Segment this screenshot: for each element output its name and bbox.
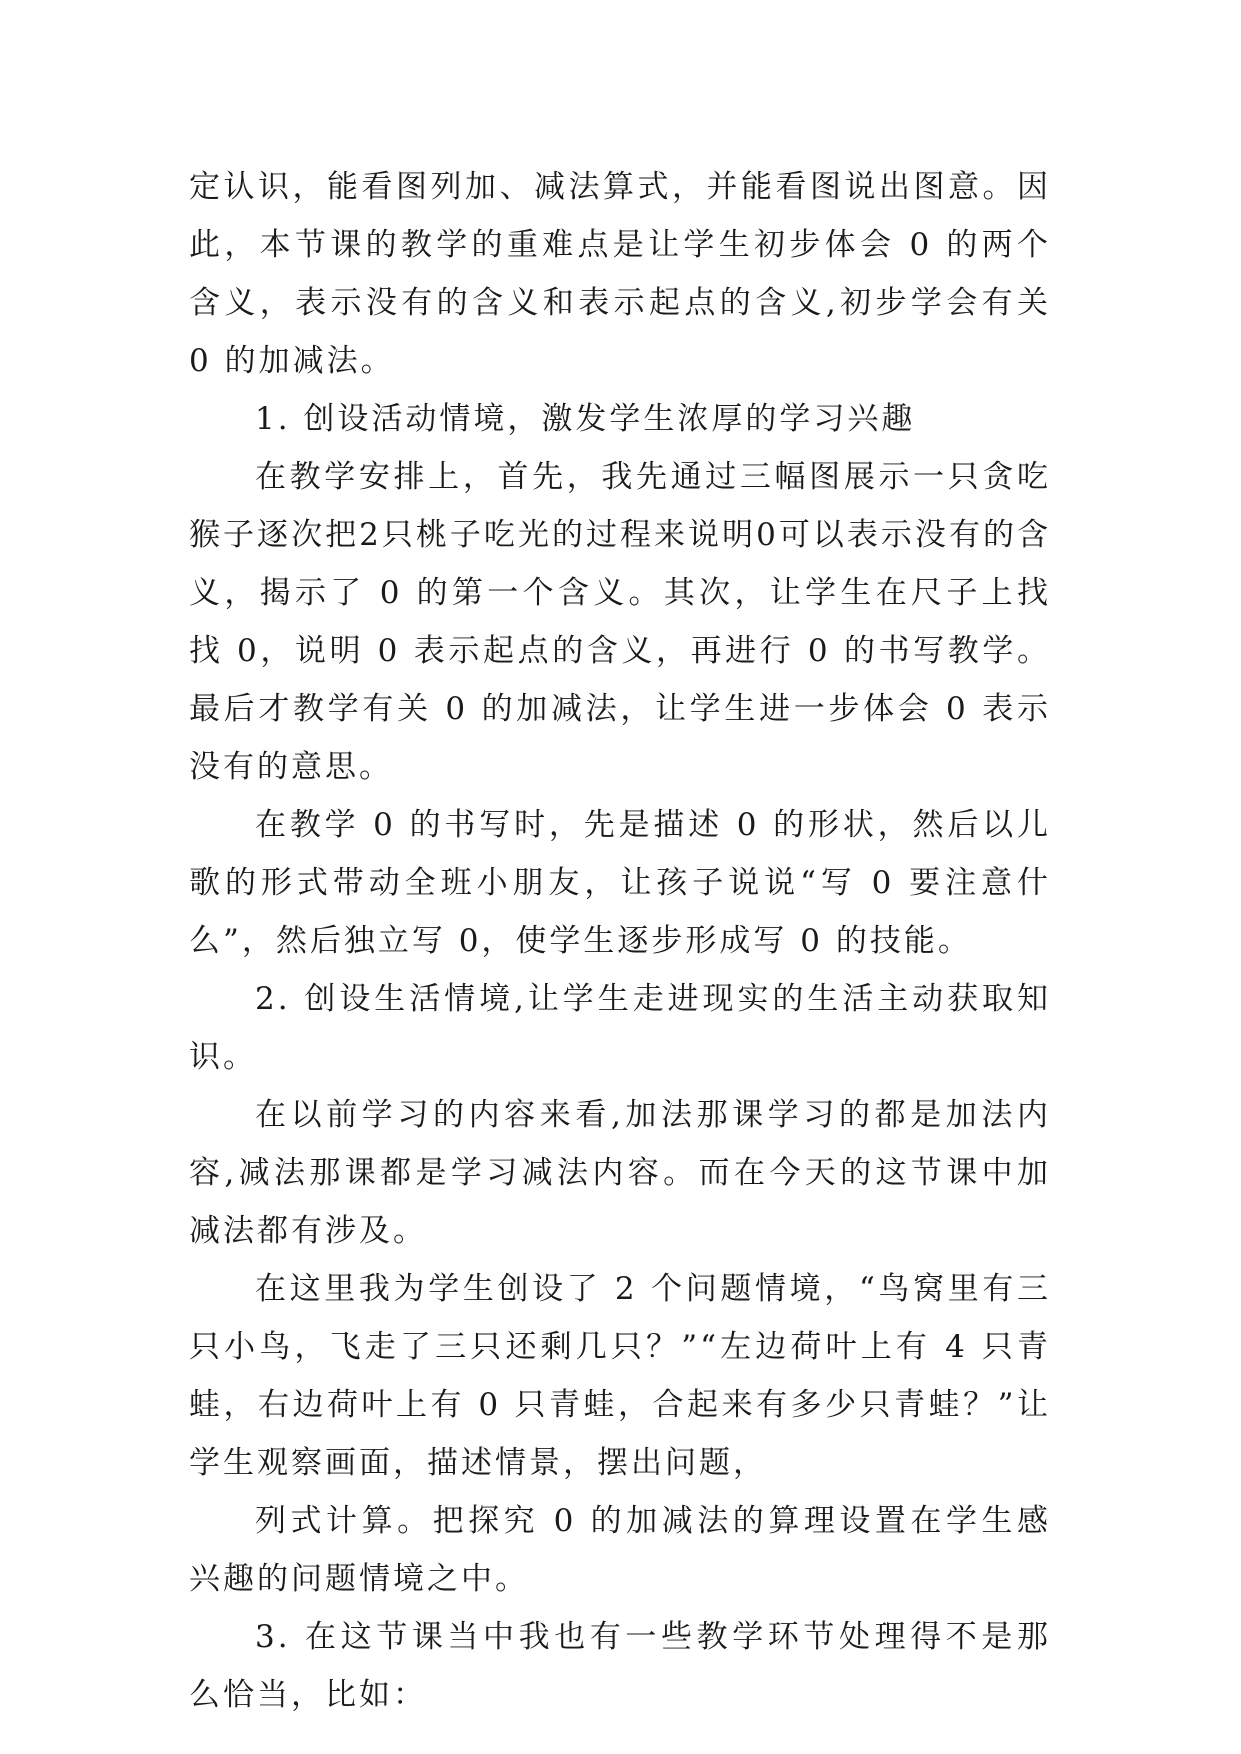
document-body <box>189 158 1051 1724</box>
section-heading-1: 1. 创设活动情境，激发学生浓厚的学习兴趣 <box>255 401 916 437</box>
paragraph-continuation: 定认识，能看图列加、减法算式，并能看图说出图意。因此，本节课的教学的重难点是让学生初步体会 0 的两个含义，表示没有的含义和表示起点的含义,初步学会有关 0 的加减法。 <box>189 169 1051 379</box>
section-heading-2: 2. 创设生活情境,让学生走进现实的生活主动获取知识。 <box>189 981 1051 1075</box>
paragraph: 在教学安排上，首先，我先通过三幅图展示一只贪吃猴子逐次把2只桃子吃光的过程来说明0可以表示没有的含义，揭示了 0 的第一个含义。其次，让学生在尺子上找找 0，说明 0 表示起点的含义，再进行 0 的书写教学。最后才教学有关 0 的加减法，让学生进一步体会 0 表示没有的意思。 <box>189 459 1051 785</box>
paragraph: 在这里我为学生创设了 2 个问题情境，“鸟窝里有三只小鸟，飞走了三只还剩几只？”“左边荷叶上有 4 只青蛙，右边荷叶上有 0 只青蛙，合起来有多少只青蛙？”让学生观察画面，描述情景，摆出问题， <box>189 1271 1051 1481</box>
section-heading-3: 3. 在这节课当中我也有一些教学环节处理得不是那么恰当，比如： <box>189 1619 1051 1713</box>
paragraph: 列式计算。把探究 0 的加减法的算理设置在学生感兴趣的问题情境之中。 <box>189 1503 1051 1597</box>
paragraph: 在教学 0 的书写时，先是描述 0 的形状，然后以儿歌的形式带动全班小朋友，让孩子说说“写 0 要注意什么”，然后独立写 0，使学生逐步形成写 0 的技能。 <box>189 807 1051 959</box>
paragraph: 在以前学习的内容来看,加法那课学习的都是加法内容,减法那课都是学习减法内容。而在今天的这节课中加减法都有涉及。 <box>189 1097 1051 1249</box>
